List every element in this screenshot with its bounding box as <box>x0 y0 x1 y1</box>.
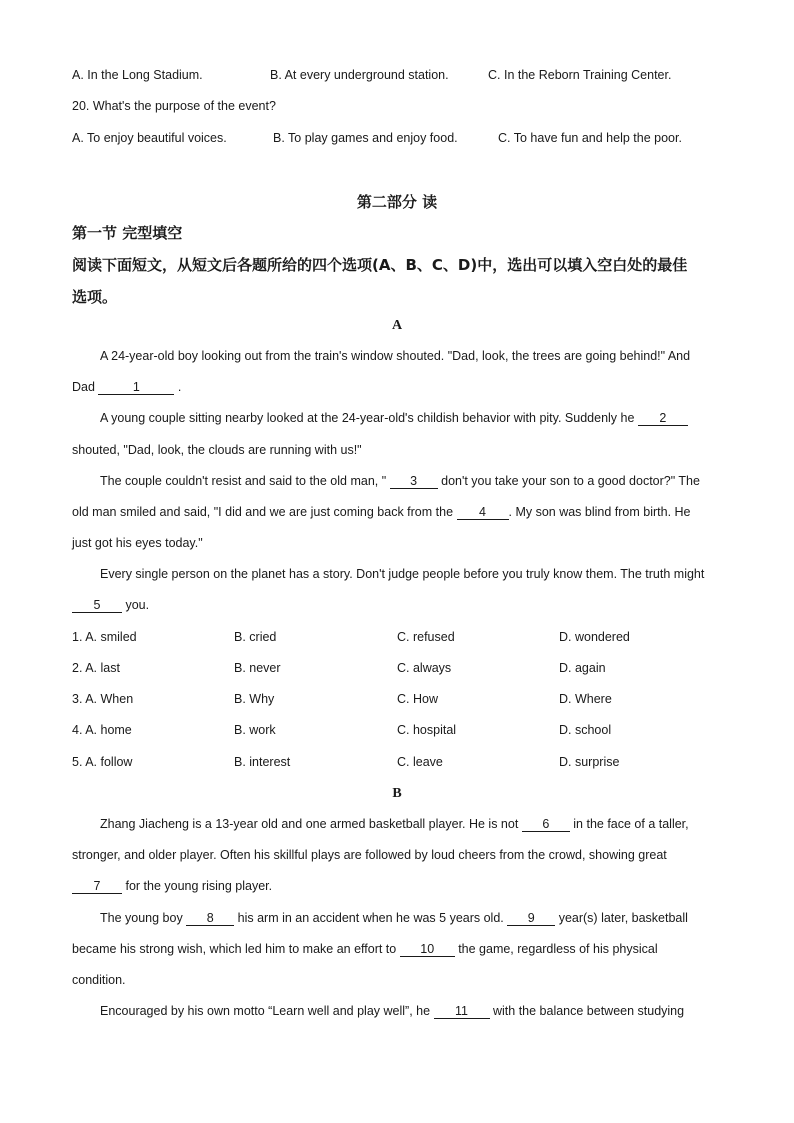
part-title: 第二部分 读 <box>356 193 438 211</box>
q19-option-b: B. At every underground station. <box>270 68 449 82</box>
q5-option-b: B. interest <box>234 755 291 769</box>
passage-a-p4-line1: Every single person on the planet has a story. Don't judge people before you truly know them. The truth might <box>100 567 705 581</box>
q2-option-b: B. never <box>234 661 281 675</box>
text: year(s) later, basketball <box>555 911 688 925</box>
blank-1: 1 <box>98 380 174 395</box>
text: The couple couldn't resist and said to the old man, " <box>100 474 390 488</box>
blank-4: 4 <box>457 505 509 520</box>
blank-9: 9 <box>507 911 555 926</box>
text: became his strong wish, which led him to make an effort to <box>72 942 400 956</box>
passage-b-p1-line1 <box>100 817 689 832</box>
text: . My son was blind from birth. He <box>508 505 691 519</box>
blank-2: 2 <box>638 411 688 426</box>
q5-option-c: C. leave <box>397 755 443 769</box>
text: A young couple sitting nearby looked at the 24-year-old's childish behavior with pity. Suddenly he <box>100 411 638 425</box>
q1-option-b: B. cried <box>234 630 277 644</box>
q1-option-c: C. refused <box>397 630 455 644</box>
q20-question: 20. What's the purpose of the event? <box>72 99 276 113</box>
q4-option-c: C. hospital <box>397 723 457 737</box>
text: Zhang Jiacheng is a 13-year old and one armed basketball player. He is not <box>100 817 522 831</box>
passage-b-p3-line1 <box>100 1004 684 1019</box>
q3-option-b: B. Why <box>234 692 275 706</box>
text: for the young rising player. <box>122 879 273 893</box>
q2-option-d: D. again <box>559 661 606 675</box>
blank-3: 3 <box>390 474 438 489</box>
passage-a-p3-line3: just got his eyes today." <box>72 536 203 550</box>
text: you. <box>122 598 150 612</box>
passage-a-p4-line2 <box>72 598 149 613</box>
text: old man smiled and said, "I did and we are just coming back from the <box>72 505 457 519</box>
q1-option-d: D. wondered <box>559 630 630 644</box>
passage-b-p2-line3: condition. <box>72 973 126 987</box>
passage-b-p2-line2 <box>72 942 658 957</box>
q3-option-c: C. How <box>397 692 438 706</box>
passage-b-p1-line2: stronger, and older player. Often his skillful plays are followed by loud cheers from the crowd, showing great <box>72 848 667 862</box>
blank-7: 7 <box>72 879 122 894</box>
subsection-title: 第一节 完型填空 <box>72 224 183 242</box>
text: the game, regardless of his physical <box>454 942 658 956</box>
blank-5: 5 <box>72 598 122 613</box>
passage-a-p1-line2 <box>72 380 181 395</box>
text: his arm in an accident when he was 5 years old. <box>234 911 508 925</box>
blank-10: 10 <box>400 942 455 957</box>
q4-option-b: B. work <box>234 723 276 737</box>
passage-a-p3-line1 <box>100 474 700 489</box>
blank-8: 8 <box>186 911 234 926</box>
passage-a-label: A <box>391 318 403 333</box>
passage-b-p1-line3 <box>72 879 272 894</box>
q5-option-d: D. surprise <box>559 755 620 769</box>
text: don't you take your son to a good doctor?" The <box>437 474 700 488</box>
blank-11: 11 <box>434 1004 490 1019</box>
instruction-line-1: 阅读下面短文，从短文后各题所给的四个选项(A、B、C、D)中，选出可以填入空白处的最佳 <box>72 256 688 274</box>
text: Encouraged by his own motto “Learn well and play well”, he <box>100 1004 434 1018</box>
passage-a-p1-line1: A 24-year-old boy looking out from the train's window shouted. "Dad, look, the trees are going behind!" And <box>100 349 691 363</box>
q3-option-a: 3. A. When <box>72 692 134 706</box>
q19-option-c: C. In the Reborn Training Center. <box>488 68 672 82</box>
q4-option-a: 4. A. home <box>72 723 132 737</box>
passage-a-p2-line1 <box>100 411 688 426</box>
q3-option-d: D. Where <box>559 692 612 706</box>
q1-option-a: 1. A. smiled <box>72 630 137 644</box>
text: . <box>174 380 182 394</box>
q5-option-a: 5. A. follow <box>72 755 133 769</box>
q20-option-c: C. To have fun and help the poor. <box>498 131 682 145</box>
passage-a-p2-line2: shouted, "Dad, look, the clouds are running with us!" <box>72 443 362 457</box>
q4-option-d: D. school <box>559 723 612 737</box>
q2-option-a: 2. A. last <box>72 661 120 675</box>
text: The young boy <box>100 911 187 925</box>
text: with the balance between studying <box>489 1004 685 1018</box>
text: Dad <box>72 380 99 394</box>
instruction-line-2: 选项。 <box>72 288 118 306</box>
q19-option-a: A. In the Long Stadium. <box>72 68 203 82</box>
q2-option-c: C. always <box>397 661 452 675</box>
q20-option-b: B. To play games and enjoy food. <box>273 131 458 145</box>
passage-b-label: B <box>392 786 402 801</box>
blank-6: 6 <box>522 817 570 832</box>
q20-option-a: A. To enjoy beautiful voices. <box>72 131 227 145</box>
passage-a-p3-line2 <box>72 505 691 520</box>
text: in the face of a taller, <box>569 817 689 831</box>
passage-b-p2-line1 <box>100 911 688 926</box>
